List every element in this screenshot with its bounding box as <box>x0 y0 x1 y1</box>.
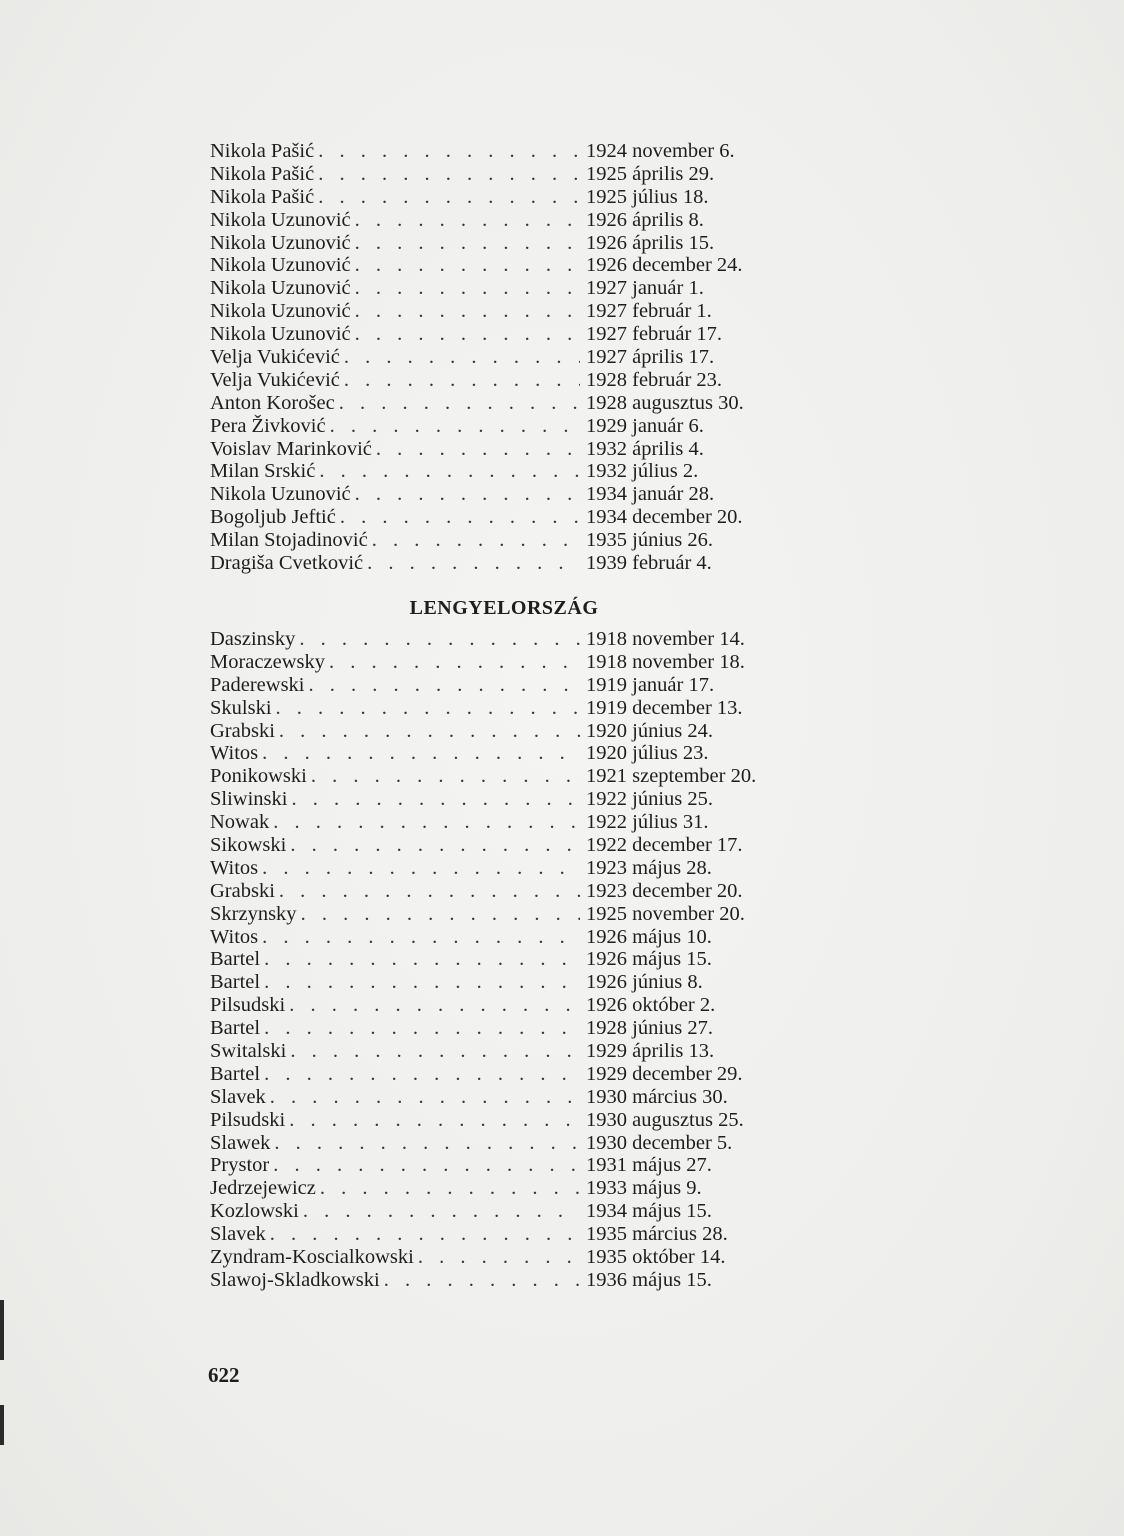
list-item <box>210 880 810 903</box>
prime-minister-name: Daszinsky <box>210 628 296 650</box>
list-item <box>210 1132 810 1155</box>
appointment-date: 1926 december 24. <box>586 254 743 277</box>
list-item <box>210 834 810 857</box>
dot-leader <box>303 1200 580 1223</box>
list-item <box>210 300 810 323</box>
list-item <box>210 346 810 369</box>
prime-minister-name: Slavek <box>210 1085 266 1108</box>
prime-minister-name: Witos <box>210 925 259 948</box>
list-item <box>210 697 810 720</box>
poland-cabinet-list <box>210 628 810 1292</box>
appointment-date: 1926 május 10. <box>586 925 712 948</box>
appointment-date: 1932 április 4. <box>586 437 704 460</box>
dot-leader <box>290 834 580 857</box>
list-item <box>210 742 810 765</box>
dot-leader <box>262 857 580 880</box>
dot-leader <box>264 1017 580 1040</box>
appointment-date: 1928 augusztus 30. <box>586 391 744 414</box>
appointment-date: 1931 május 27. <box>586 1154 712 1177</box>
section-heading: LENGYELORSZÁG <box>409 597 599 619</box>
prime-minister-name: Moraczewsky <box>210 650 325 673</box>
prime-minister-name: Bartel <box>210 948 261 971</box>
dot-leader <box>355 232 580 255</box>
appointment-date: 1935 március 28. <box>586 1223 728 1246</box>
appointment-date: 1928 február 23. <box>586 368 723 391</box>
dot-leader <box>319 460 580 483</box>
appointment-date: 1930 december 5. <box>586 1131 733 1154</box>
prime-minister-name: Slawoj-Skladkowski <box>210 1268 380 1291</box>
prime-minister-name: Nikola Uzunović <box>210 277 351 300</box>
prime-minister-name: Nikola Uzunović <box>210 300 351 323</box>
dot-leader <box>311 765 580 788</box>
appointment-date: 1929 december 29. <box>586 1062 743 1085</box>
prime-minister-name: Sikowski <box>210 834 287 857</box>
list-item <box>210 1177 810 1200</box>
list-item <box>210 903 810 926</box>
list-item <box>210 140 810 163</box>
list-item <box>210 415 810 438</box>
appointment-date: 1927 február 17. <box>586 323 723 346</box>
prime-minister-name: Nikola Pašić <box>210 185 315 208</box>
dot-leader <box>355 277 580 300</box>
prime-minister-name: Nikola Uzunović <box>210 231 351 254</box>
dot-leader <box>344 346 580 369</box>
prime-minister-name: Slavek <box>210 1223 266 1246</box>
prime-minister-name: Nikola Uzunović <box>210 208 351 231</box>
prime-minister-name: Witos <box>210 856 259 879</box>
dot-leader <box>264 971 580 994</box>
dot-leader <box>318 186 580 209</box>
list-item <box>210 392 810 415</box>
dot-leader <box>330 415 580 438</box>
dot-leader <box>318 163 580 186</box>
appointment-date: 1923 május 28. <box>586 856 712 879</box>
dot-leader <box>270 1223 580 1246</box>
appointment-date: 1934 december 20. <box>586 506 743 529</box>
dot-leader <box>262 926 580 949</box>
list-item <box>210 1086 810 1109</box>
appointment-date: 1934 május 15. <box>586 1200 712 1223</box>
dot-leader <box>279 880 580 903</box>
list-item <box>210 1040 810 1063</box>
prime-minister-name: Switalski <box>210 1040 287 1063</box>
dot-leader <box>264 1063 580 1086</box>
list-item <box>210 1109 810 1132</box>
prime-minister-name: Slawek <box>210 1131 271 1154</box>
dot-leader <box>344 369 580 392</box>
list-item <box>210 1200 810 1223</box>
prime-minister-name: Bartel <box>210 1017 261 1040</box>
appointment-date: 1927 február 1. <box>586 300 712 323</box>
prime-minister-name: Skulski <box>210 696 272 719</box>
prime-minister-name: Velja Vukićević <box>210 346 340 369</box>
list-item <box>210 1223 810 1246</box>
list-item <box>210 163 810 186</box>
list-item <box>210 369 810 392</box>
prime-minister-name: Pera Živković <box>210 414 326 437</box>
list-item <box>210 651 810 674</box>
prime-minister-name: Voislav Marinković <box>210 437 372 460</box>
list-item <box>210 674 810 697</box>
appointment-date: 1925 november 20. <box>586 902 745 925</box>
list-item <box>210 1246 810 1269</box>
dot-leader <box>418 1246 580 1269</box>
prime-minister-name: Nikola Uzunović <box>210 483 351 506</box>
appointment-date: 1930 március 30. <box>586 1085 728 1108</box>
dot-leader <box>262 742 580 765</box>
list-item <box>210 857 810 880</box>
list-item <box>210 1017 810 1040</box>
appointment-date: 1926 május 15. <box>586 948 712 971</box>
list-item <box>210 277 810 300</box>
list-item <box>210 765 810 788</box>
list-item <box>210 232 810 255</box>
list-item <box>210 720 810 743</box>
list-item <box>210 506 810 529</box>
appointment-date: 1924 november 6. <box>586 140 735 162</box>
prime-minister-name: Milan Stojadinović <box>210 529 368 552</box>
appointment-date: 1926 október 2. <box>586 994 716 1017</box>
dot-leader <box>289 1109 580 1132</box>
dot-leader <box>264 948 580 971</box>
prime-minister-name: Zyndram-Koscialkowski <box>210 1246 414 1269</box>
appointment-date: 1918 november 14. <box>586 628 745 650</box>
appointment-date: 1929 január 6. <box>586 414 704 437</box>
prime-minister-name: Nikola Uzunović <box>210 323 351 346</box>
appointment-date: 1921 szeptember 20. <box>586 765 757 788</box>
appointment-date: 1920 július 23. <box>586 742 709 765</box>
appointment-date: 1922 december 17. <box>586 834 743 857</box>
appointment-date: 1929 április 13. <box>586 1040 715 1063</box>
prime-minister-name: Bartel <box>210 971 261 994</box>
appointment-date: 1926 április 8. <box>586 208 704 231</box>
list-item <box>210 1063 810 1086</box>
prime-minister-name: Nikola Uzunović <box>210 254 351 277</box>
dot-leader <box>279 720 580 743</box>
dot-leader <box>276 697 580 720</box>
prime-minister-name: Milan Srskić <box>210 460 316 483</box>
appointment-date: 1935 június 26. <box>586 529 713 552</box>
list-item <box>210 438 810 461</box>
prime-minister-name: Sliwinski <box>210 788 288 811</box>
page-edge-shadow <box>0 1300 4 1360</box>
list-item <box>210 186 810 209</box>
dot-leader <box>270 1086 580 1109</box>
list-item <box>210 811 810 834</box>
appointment-date: 1926 április 15. <box>586 231 715 254</box>
appointment-date: 1919 január 17. <box>586 673 715 696</box>
dot-leader <box>329 651 580 674</box>
appointment-date: 1923 december 20. <box>586 879 743 902</box>
prime-minister-name: Skrzynsky <box>210 902 297 925</box>
list-item <box>210 788 810 811</box>
list-item <box>210 628 810 651</box>
dot-leader <box>384 1269 580 1292</box>
dot-leader <box>367 552 580 575</box>
list-item <box>210 552 810 575</box>
appointment-date: 1922 július 31. <box>586 811 709 834</box>
appointment-date: 1918 november 18. <box>586 650 745 673</box>
dot-leader <box>340 506 580 529</box>
dot-leader <box>355 323 580 346</box>
prime-minister-name: Witos <box>210 742 259 765</box>
list-item <box>210 994 810 1017</box>
list-item <box>210 1269 810 1292</box>
prime-minister-name: Paderewski <box>210 673 305 696</box>
prime-minister-name: Nikola Pašić <box>210 162 315 185</box>
list-item <box>210 323 810 346</box>
prime-minister-name: Anton Korošec <box>210 391 335 414</box>
prime-minister-name: Ponikowski <box>210 765 307 788</box>
dot-leader <box>290 1040 580 1063</box>
appointment-date: 1928 június 27. <box>586 1017 713 1040</box>
dot-leader <box>355 483 580 506</box>
list-item <box>210 971 810 994</box>
dot-leader <box>372 529 580 552</box>
yugoslavia-cabinet-list <box>210 140 810 575</box>
prime-minister-name: Kozlowski <box>210 1200 299 1223</box>
list-item <box>210 948 810 971</box>
appointment-date: 1927 január 1. <box>586 277 704 300</box>
list-item <box>210 483 810 506</box>
dot-leader <box>291 788 580 811</box>
dot-leader <box>376 438 580 461</box>
dot-leader <box>274 1132 580 1155</box>
dot-leader <box>355 300 580 323</box>
dot-leader <box>318 140 580 163</box>
prime-minister-name: Prystor <box>210 1154 270 1177</box>
page-number: 622 <box>208 1363 240 1387</box>
prime-minister-name: Grabski <box>210 719 275 742</box>
appointment-date: 1932 július 2. <box>586 460 699 483</box>
appointment-date: 1922 június 25. <box>586 788 713 811</box>
list-item <box>210 1154 810 1177</box>
prime-minister-name: Pilsudski <box>210 994 286 1017</box>
dot-leader <box>355 209 580 232</box>
dot-leader <box>273 1154 580 1177</box>
appointment-date: 1927 április 17. <box>586 346 715 369</box>
prime-minister-name: Dragiša Cvetković <box>210 552 364 575</box>
list-item <box>210 926 810 949</box>
appointment-date: 1926 június 8. <box>586 971 703 994</box>
appointment-date: 1935 október 14. <box>586 1246 726 1269</box>
prime-minister-name: Nowak <box>210 811 270 834</box>
prime-minister-name: Jedrzejewicz <box>210 1177 316 1200</box>
dot-leader <box>273 811 580 834</box>
prime-minister-name: Velja Vukićević <box>210 368 340 391</box>
dot-leader <box>355 254 580 277</box>
list-item <box>210 529 810 552</box>
appointment-date: 1919 december 13. <box>586 696 743 719</box>
list-item <box>210 460 810 483</box>
appointment-date: 1939 február 4. <box>586 552 712 575</box>
list-item <box>210 254 810 277</box>
prime-minister-name: Pilsudski <box>210 1108 286 1131</box>
appointment-date: 1934 január 28. <box>586 483 715 506</box>
prime-minister-name: Nikola Pašić <box>210 140 315 162</box>
appointment-date: 1930 augusztus 25. <box>586 1108 744 1131</box>
prime-minister-name: Bogoljub Jeftić <box>210 506 336 529</box>
dot-leader <box>301 903 580 926</box>
dot-leader <box>289 994 580 1017</box>
appointment-date: 1920 június 24. <box>586 719 713 742</box>
dot-leader <box>309 674 580 697</box>
prime-minister-name: Grabski <box>210 879 275 902</box>
appointment-date: 1925 április 29. <box>586 162 715 185</box>
appointment-date: 1936 május 15. <box>586 1268 712 1291</box>
dot-leader <box>339 392 580 415</box>
dot-leader <box>299 628 580 651</box>
list-item <box>210 209 810 232</box>
dot-leader <box>320 1177 580 1200</box>
prime-minister-name: Bartel <box>210 1062 261 1085</box>
appointment-date: 1933 május 9. <box>586 1177 702 1200</box>
page-edge-shadow <box>0 1405 4 1445</box>
appointment-date: 1925 július 18. <box>586 185 709 208</box>
